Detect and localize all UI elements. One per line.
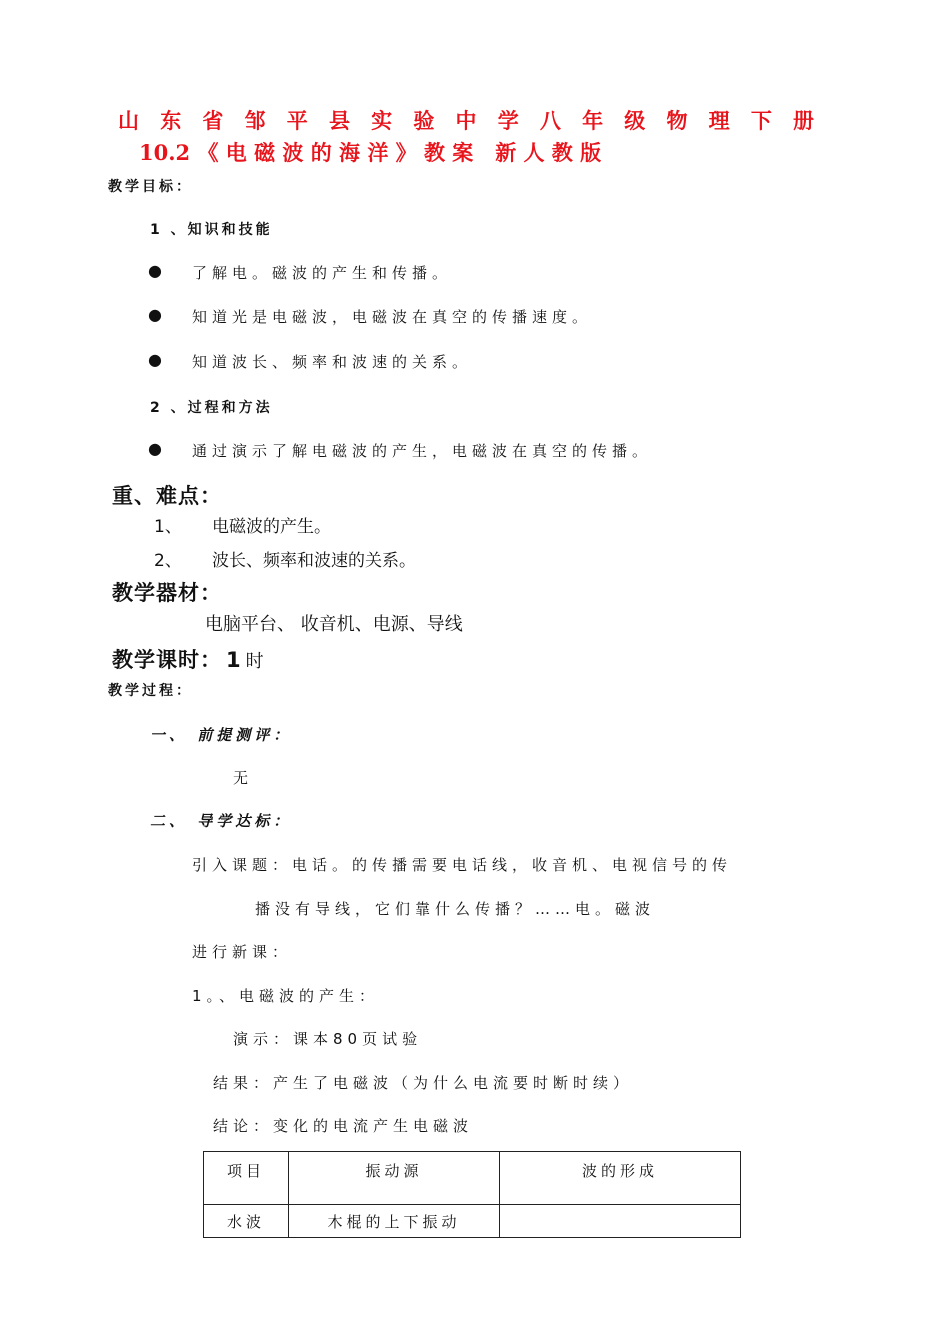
title-char: 物 xyxy=(666,108,688,133)
hours-unit: 时 xyxy=(245,651,265,672)
table-header-cell: 项目 xyxy=(204,1152,289,1205)
section1-body: 无 xyxy=(233,769,249,787)
title-char: 东 xyxy=(160,108,182,133)
keypoints-heading: 重、难点： xyxy=(112,484,222,508)
bullet-icon: ● xyxy=(148,350,162,369)
objective-item: 知道光是电磁波，电磁波在真空的传播速度。 xyxy=(192,308,593,326)
objective-item: 知道波长、频率和波速的关系。 xyxy=(192,353,473,371)
new-lesson-label: 进行新课： xyxy=(192,943,293,961)
step1-title: 1。、电磁波的产生： xyxy=(192,987,380,1005)
table-row xyxy=(204,1205,741,1238)
title-char: 年 xyxy=(582,108,604,133)
hours-heading xyxy=(112,644,265,674)
keypoint-text: 电磁波的产生。 xyxy=(212,517,331,537)
title-char: 县 xyxy=(328,108,350,133)
table-header-row xyxy=(204,1152,741,1205)
title-line-2: 10.2 《 电 磁 波 的 海 洋 》 教 案 新 人 教 版 xyxy=(139,140,602,165)
bullet-icon: ● xyxy=(148,439,162,458)
title-char: 中 xyxy=(455,108,477,133)
title-char: 邹 xyxy=(244,108,266,133)
objectives-sub1: 1 、知识和技能 xyxy=(150,222,273,238)
objectives-heading: 教学目标： xyxy=(108,179,193,195)
keypoint-num: 2、 xyxy=(154,551,182,571)
title-char: 平 xyxy=(286,108,308,133)
title-char: 八 xyxy=(539,108,561,133)
title-char: 学 xyxy=(497,108,519,133)
bullet-icon: ● xyxy=(148,261,162,280)
title-char: 级 xyxy=(624,108,646,133)
hours-value: 1 xyxy=(226,648,242,672)
result-text: 结果：产生了电磁波（为什么电流要时断时续） xyxy=(213,1074,634,1092)
bullet-icon: ● xyxy=(148,305,162,324)
objective-item: 了解电。磁波的产生和传播。 xyxy=(192,264,453,282)
title-char: 下 xyxy=(750,108,772,133)
conclusion-text: 结论：变化的电流产生电磁波 xyxy=(213,1117,474,1135)
title-char: 验 xyxy=(413,108,435,133)
table-header-cell: 波的形成 xyxy=(500,1152,741,1205)
section2-title: 二、 导学达标： xyxy=(150,812,293,830)
title-char: 册 xyxy=(793,108,814,133)
title-line-1 xyxy=(118,105,814,135)
title-char: 山 xyxy=(118,108,139,133)
demo-text: 演示：课本80页试验 xyxy=(233,1030,423,1048)
table-cell xyxy=(500,1205,741,1238)
objective-item: 通过演示了解电磁波的产生，电磁波在真空的传播。 xyxy=(192,442,653,460)
title-char: 实 xyxy=(371,108,393,133)
intro-line-1: 引入课题：电话。的传播需要电话线，收音机、电视信号的传 xyxy=(192,856,733,874)
objectives-sub2: 2 、过程和方法 xyxy=(150,400,273,416)
title-char: 省 xyxy=(202,108,224,133)
table-cell: 水波 xyxy=(204,1205,289,1238)
table-header-cell: 振动源 xyxy=(289,1152,500,1205)
process-heading: 教学过程： xyxy=(108,683,193,699)
intro-line-2: 播没有导线，它们靠什么传播？……电。磁波 xyxy=(255,900,656,918)
title-char: 理 xyxy=(708,108,730,133)
keypoint-text: 波长、频率和波速的关系。 xyxy=(212,551,416,571)
wave-comparison-table xyxy=(203,1151,741,1238)
equipment-heading: 教学器材： xyxy=(112,581,222,605)
equipment-text: 电脑平台、 收音机、电源、导线 xyxy=(205,614,463,635)
section1-title: 一、 前提测评： xyxy=(150,726,293,744)
hours-label: 教学课时： xyxy=(112,648,222,672)
table-cell: 木棍的上下振动 xyxy=(289,1205,500,1238)
keypoint-num: 1、 xyxy=(154,517,182,537)
